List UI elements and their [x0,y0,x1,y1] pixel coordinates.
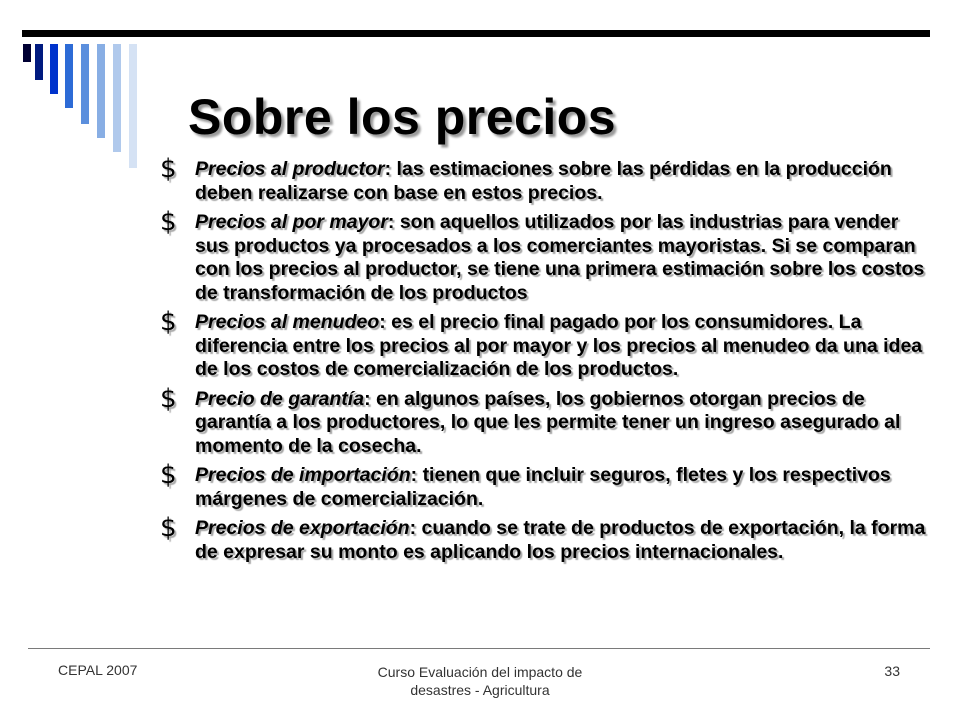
bullet-item [160,513,928,564]
bullet-list [160,154,928,570]
bullet-term: Precios de exportación [195,517,410,539]
bullet-term: Precios de importación [195,464,411,486]
bullet-text: : tienen que incluir seguros, fletes y los respectivos márgenes de comercialización. [195,464,891,510]
bullet-term: Precios al por mayor [195,211,388,233]
bullet-item [160,307,928,382]
bullet-term: Precios al productor [195,158,385,180]
bullet-text: : cuando se trate de productos de exportación, la forma de expresar su monto es aplicando los precios internacionales. [195,517,926,563]
dollar-bullet-icon: $ [160,307,177,337]
decor-bar [129,44,137,168]
decor-bar [50,44,58,94]
decor-bar [97,44,105,138]
bullet-term: Precio de garantía [195,387,365,410]
dollar-bullet-icon: $ [160,154,177,184]
dollar-bullet-icon: $ [160,383,177,414]
decor-bar [113,44,121,152]
decor-bar [35,44,43,80]
footer-left-text: CEPAL 2007 [58,662,138,678]
bullet-text: : son aquellos utilizados por las industrias para vender sus productos ya procesados a los comerciantes mayoristas. Si se comparan con los precios al productor, se tiene una primera estimación sobre los costos de transformación de los productos [195,211,925,304]
footer-center-line1: Curso Evaluación del impacto de [377,664,583,680]
bullet-term: Precios al menudeo [195,311,380,333]
bullet-text: : en algunos países, los gobiernos otorgan precios de garantía a los productores, lo que les permite tener un ingreso asegurado al momento de la cosecha. [195,387,901,457]
footer-rule [28,648,930,649]
bullet-item [160,383,928,459]
decor-bar [23,44,31,62]
footer-center-line2: desastres - Agricultura [410,682,550,698]
footer-center-text [330,663,630,699]
decor-bar [65,44,73,108]
bullet-item [160,207,928,305]
dollar-bullet-icon: $ [160,207,177,237]
page-number: 33 [884,663,900,679]
bullet-item [160,460,928,511]
dollar-bullet-icon: $ [160,460,177,490]
dollar-bullet-icon: $ [160,513,177,543]
decor-bar [81,44,89,124]
bullet-item [160,154,928,205]
bullet-text: : es el precio final pagado por los consumidores. La diferencia entre los precios al por mayor y los precios al menudeo da una idea de los costos de comercialización de los productos. [195,311,923,380]
bullet-text: : las estimaciones sobre las pérdidas en la producción deben realizarse con base en estos precios. [195,158,892,204]
slide-title: Sobre los precios [188,89,617,145]
